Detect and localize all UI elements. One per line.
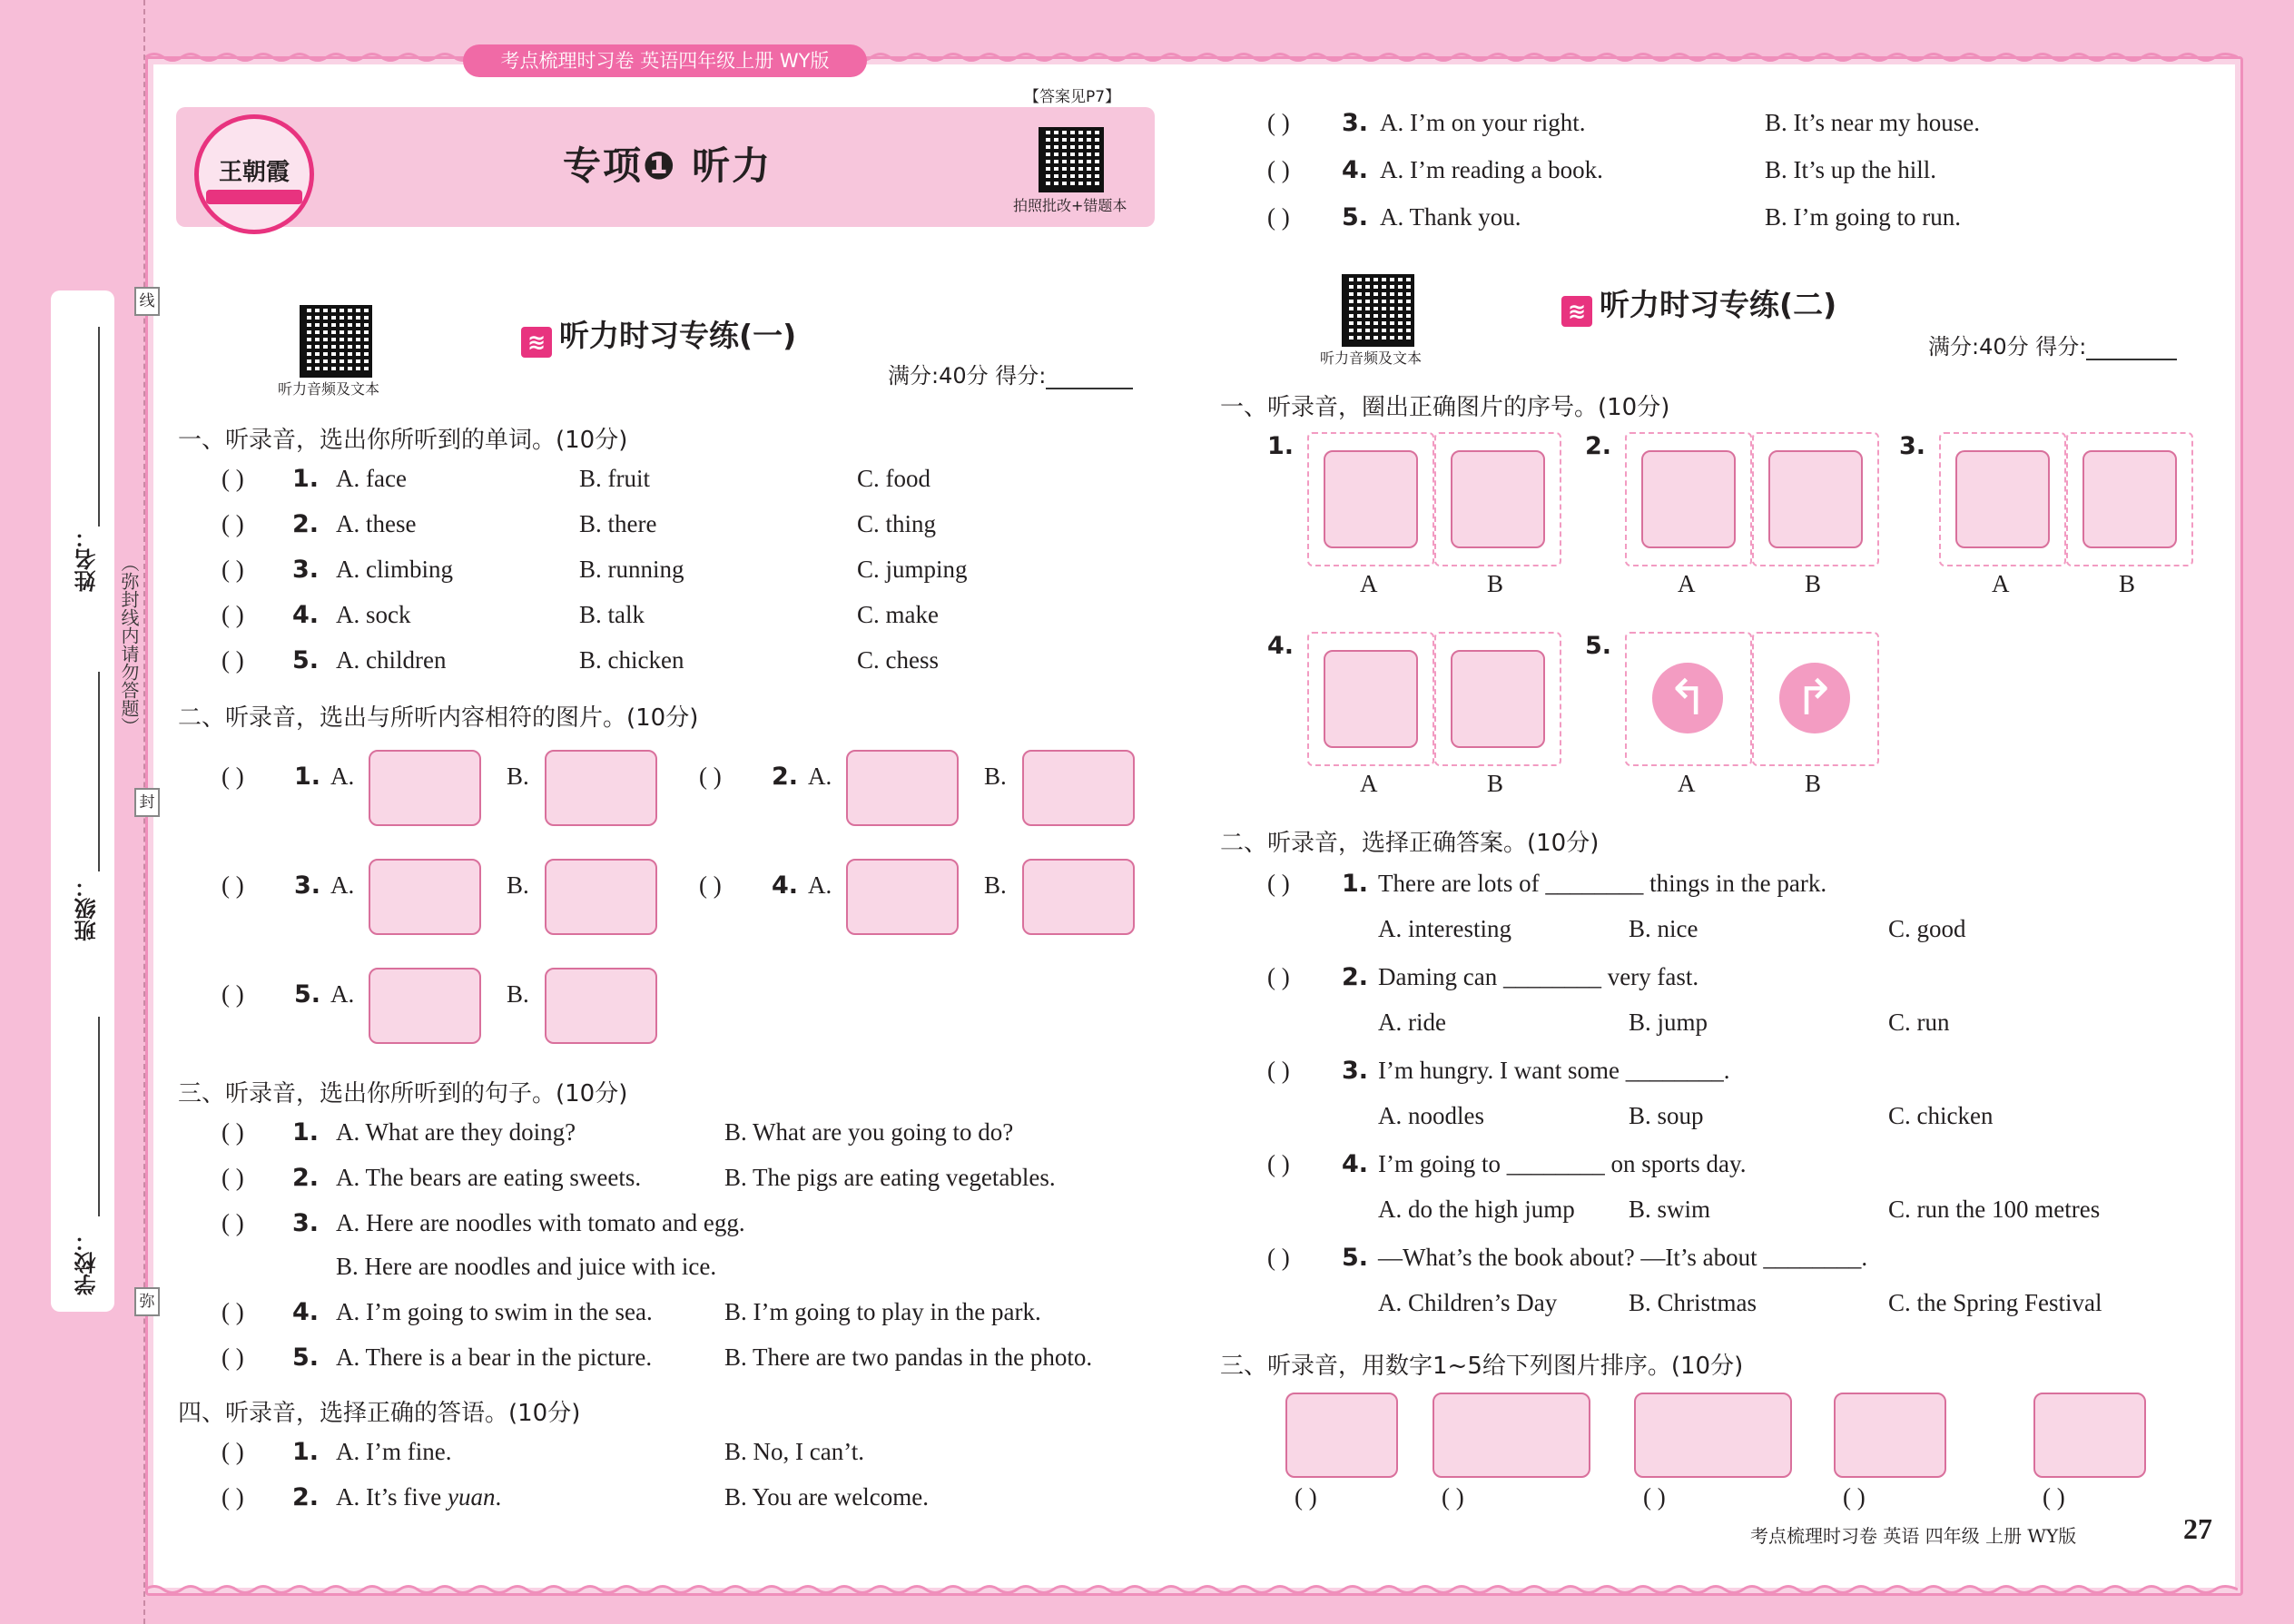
illustration [1955, 450, 2050, 548]
option-a[interactable]: A. I’m going to swim in the sea. [336, 1298, 653, 1325]
option-a[interactable]: A. ride [1378, 1009, 1446, 1036]
question-number: 3. [1342, 1057, 1369, 1085]
question-stem: There are lots of ________ things in the park. [1378, 870, 1827, 897]
option-c[interactable]: C. the Spring Festival [1888, 1289, 2102, 1316]
label-a: A [1678, 770, 1696, 797]
option-b[interactable]: B. jump [1629, 1009, 1708, 1036]
answer-blank[interactable]: ( ) [1267, 203, 1290, 231]
ordering-picture[interactable] [1834, 1393, 1946, 1478]
question-number: 4. [1342, 156, 1369, 184]
option-c[interactable]: C. run the 100 metres [1888, 1196, 2101, 1223]
option-b[interactable]: B. Christmas [1629, 1289, 1757, 1316]
audio-qr-code-icon-2[interactable] [1342, 274, 1414, 347]
illustration [1324, 450, 1418, 548]
option-b-picture[interactable] [545, 750, 657, 826]
question-number: 2. [292, 1483, 320, 1511]
option-b-label: B. [984, 871, 1007, 899]
picture-option-a[interactable] [1625, 632, 1752, 766]
ordering-picture[interactable] [1634, 1393, 1792, 1478]
ordering-picture[interactable] [1285, 1393, 1398, 1478]
question-number: 5. [292, 1343, 320, 1372]
ordering-picture[interactable] [1433, 1393, 1590, 1478]
option-c[interactable]: C. jumping [857, 556, 968, 583]
school-field[interactable] [98, 1017, 100, 1216]
option-b-label: B. [507, 980, 529, 1008]
audio-qr-caption: 听力音频及文本 [278, 380, 380, 398]
option-c[interactable]: C. chess [857, 646, 939, 674]
option-a-end: . [495, 1483, 502, 1511]
option-b[interactable]: B. fruit [579, 465, 650, 492]
seal-note: （弥封线内请勿答题） [118, 554, 140, 735]
option-a[interactable]: A. What are they doing? [336, 1118, 576, 1146]
answer-blank[interactable]: ( ) [1267, 870, 1290, 897]
question-number: 2. [292, 510, 320, 538]
option-a-italic: yuan [447, 1483, 496, 1511]
option-a-picture[interactable] [846, 859, 959, 935]
order-number-blank[interactable]: ( ) [1295, 1483, 1317, 1511]
question-stem: —What’s the book about? —It’s about ________. [1378, 1244, 1868, 1271]
score-blank[interactable] [2086, 359, 2177, 360]
option-b[interactable]: B. soup [1629, 1102, 1704, 1129]
answer-blank[interactable]: ( ) [222, 646, 244, 674]
answer-note: 【答案见P7】 [1024, 88, 1121, 106]
option-a[interactable]: A. I’m reading a book. [1380, 156, 1603, 183]
school-label: 学校： [74, 1230, 100, 1295]
option-b[interactable]: B. chicken [579, 646, 684, 674]
option-a[interactable]: A. face [336, 465, 407, 492]
seal-tag-mi: 弥 [134, 1287, 160, 1316]
page-number: 27 [2183, 1512, 2212, 1545]
name-field[interactable] [98, 327, 100, 527]
answer-blank[interactable]: ( ) [699, 763, 722, 790]
option-b[interactable]: B. There are two pandas in the photo. [724, 1343, 1093, 1371]
answer-blank[interactable]: ( ) [222, 871, 244, 899]
score-line-1: 满分:40分 得分: [888, 358, 1133, 389]
question-number: 1. [294, 763, 321, 791]
option-a-label: A. [330, 871, 355, 899]
picture-question-number: 3. [1899, 432, 1926, 460]
option-c[interactable]: C. chicken [1888, 1102, 1994, 1129]
part2-heading: 二、听录音，选出与所听内容相符的图片。(10分) [178, 704, 699, 732]
option-a[interactable]: A. noodles [1378, 1102, 1484, 1129]
option-a[interactable]: A. The bears are eating sweets. [336, 1164, 642, 1191]
page-title: 专项❶ 听力 [563, 143, 773, 188]
answer-blank[interactable]: ( ) [222, 1118, 244, 1146]
option-b[interactable]: B. swim [1629, 1196, 1711, 1223]
option-a[interactable]: A. interesting [1378, 915, 1511, 942]
option-c[interactable]: C. run [1888, 1009, 1950, 1036]
answer-blank[interactable]: ( ) [222, 465, 244, 492]
option-a[interactable] [336, 1438, 451, 1466]
question-number: 5. [1342, 1244, 1369, 1272]
option-b[interactable]: B. running [579, 556, 684, 583]
question-stem: Daming can ________ very fast. [1378, 963, 1699, 990]
option-b[interactable]: B. I’m going to play in the park. [724, 1298, 1041, 1325]
label-b: B [1487, 770, 1504, 797]
option-b[interactable]: B. No, I can’t. [724, 1438, 864, 1465]
class-label: 班级： [74, 876, 100, 941]
answer-blank[interactable]: ( ) [222, 1343, 244, 1371]
score-line-2: 满分:40分 得分: [1928, 329, 2177, 360]
ordering-picture[interactable] [2033, 1393, 2146, 1478]
option-b-label: B. [984, 763, 1007, 790]
option-a-label: A. [808, 763, 832, 790]
option-b[interactable]: B. The pigs are eating vegetables. [724, 1164, 1056, 1191]
turn-right-arrow-icon: ↱ [1779, 663, 1850, 733]
picture-option-b[interactable] [1752, 632, 1879, 766]
option-b[interactable]: B. It’s up the hill. [1765, 156, 1936, 183]
option-b-label: B. [507, 871, 529, 899]
illustration [1451, 450, 1545, 548]
option-a[interactable]: A. these [336, 510, 417, 537]
answer-blank[interactable]: ( ) [1267, 963, 1290, 990]
order-number-blank[interactable]: ( ) [1843, 1483, 1866, 1511]
answer-blank[interactable]: ( ) [222, 601, 244, 628]
answer-blank[interactable]: ( ) [699, 871, 722, 899]
picture-question-number: 2. [1585, 432, 1612, 460]
picture-question-number: 4. [1267, 632, 1295, 660]
question-number: 3. [292, 556, 320, 584]
answer-blank[interactable]: ( ) [1267, 1244, 1290, 1271]
question-number: 5. [1342, 203, 1369, 231]
part4-heading: 四、听录音，选择正确的答语。(10分) [178, 1400, 581, 1427]
option-b[interactable]: B. there [579, 510, 657, 537]
label-a: A [1360, 770, 1378, 797]
answer-blank[interactable]: ( ) [222, 980, 244, 1008]
option-c[interactable]: C. thing [857, 510, 937, 537]
question-number: 1. [292, 465, 320, 493]
question-number: 2. [1342, 963, 1369, 991]
option-b-picture[interactable] [1022, 750, 1135, 826]
label-b: B [1487, 570, 1504, 597]
option-a-text: A. I’m fine. [336, 1438, 452, 1465]
option-b-picture[interactable] [1022, 859, 1135, 935]
brand-logo [194, 114, 314, 234]
section-title-2: ≋ 听力时习专练(二) [1561, 281, 1836, 327]
question-number: 4. [292, 1298, 320, 1326]
question-number: 5. [294, 980, 321, 1009]
label-b: B [1805, 570, 1822, 597]
answer-blank[interactable]: ( ) [1267, 1057, 1290, 1084]
footer-text: 考点梳理时习卷 英语 四年级 上册 WY版 [1750, 1525, 2077, 1547]
illustration [1768, 450, 1863, 548]
option-a[interactable]: A. Here are noodles with tomato and egg. [336, 1209, 745, 1236]
option-c[interactable]: C. good [1888, 915, 1966, 942]
illustration [1641, 450, 1736, 548]
seal-tag-line: 线 [134, 287, 160, 316]
question-number: 1. [1342, 870, 1369, 898]
picture-option-a[interactable] [1625, 432, 1752, 566]
option-b[interactable]: B. You are welcome. [724, 1483, 929, 1511]
order-number-blank[interactable]: ( ) [1442, 1483, 1464, 1511]
question-number: 2. [292, 1164, 320, 1192]
label-b: B [1805, 770, 1822, 797]
score-blank[interactable] [1046, 388, 1133, 389]
option-b[interactable]: B. What are you going to do? [724, 1118, 1014, 1146]
illustration [1451, 650, 1545, 748]
student-info-panel [51, 290, 114, 1312]
question-number: 3. [292, 1209, 320, 1237]
answer-blank[interactable]: ( ) [222, 1164, 244, 1191]
option-a[interactable] [336, 1483, 501, 1511]
series-banner: 考点梳理时习卷 英语四年级上册 WY版 [463, 44, 867, 77]
picture-option-a[interactable] [1307, 432, 1434, 566]
question-number: 4. [772, 871, 799, 900]
picture-question-number: 1. [1267, 432, 1295, 460]
option-a[interactable]: A. There is a bear in the picture. [336, 1343, 653, 1371]
label-a: A [1360, 570, 1378, 597]
turn-left-arrow-icon: ↰ [1652, 663, 1723, 733]
picture-option-a[interactable] [1939, 432, 2066, 566]
illustration [2082, 450, 2177, 548]
option-a[interactable]: A. Thank you. [1380, 203, 1521, 231]
part3-heading: 三、听录音，选出你所听到的句子。(10分) [178, 1080, 628, 1107]
option-b-picture[interactable] [545, 859, 657, 935]
option-a-picture[interactable] [369, 859, 481, 935]
option-a-text: A. It’s five [336, 1483, 448, 1511]
option-c[interactable]: C. make [857, 601, 939, 628]
picture-option-b[interactable] [1752, 432, 1879, 566]
answer-blank[interactable]: ( ) [222, 763, 244, 790]
brand-logo-text: 王朝霞 [218, 159, 290, 186]
r-part2-heading: 二、听录音，选择正确答案。(10分) [1220, 830, 1600, 857]
option-b[interactable]: B. nice [1629, 915, 1698, 942]
answer-blank[interactable]: ( ) [222, 510, 244, 537]
answer-blank[interactable]: ( ) [222, 1298, 244, 1325]
option-a[interactable]: A. do the high jump [1378, 1196, 1575, 1223]
bottom-wave-border [145, 1583, 2238, 1596]
question-number: 3. [294, 871, 321, 900]
picture-question-number: 5. [1585, 632, 1612, 660]
answer-blank[interactable]: ( ) [1267, 156, 1290, 183]
wave-icon: ≋ [521, 327, 552, 358]
label-a: A [1992, 570, 2010, 597]
picture-option-b[interactable] [1434, 632, 1561, 766]
picture-option-a[interactable] [1307, 632, 1434, 766]
question-number: 4. [292, 601, 320, 629]
option-b[interactable]: B. I’m going to run. [1765, 203, 1961, 231]
option-a-label: A. [330, 980, 355, 1008]
seal-tag-seal: 封 [134, 788, 160, 817]
option-a-picture[interactable] [846, 750, 959, 826]
class-field[interactable] [98, 672, 100, 871]
option-b[interactable]: B. It’s near my house. [1765, 109, 1980, 136]
option-b-label: B. [507, 763, 529, 790]
option-a-label: A. [808, 871, 832, 899]
option-a[interactable]: A. sock [336, 601, 411, 628]
section-title-1: ≋ 听力时习专练(一) [521, 312, 796, 358]
part1-heading: 一、听录音，选出你所听到的单词。(10分) [178, 427, 628, 454]
illustration [1324, 650, 1418, 748]
question-stem: I’m hungry. I want some ________. [1378, 1057, 1730, 1084]
r-part1-heading: 一、听录音，圈出正确图片的序号。(10分) [1220, 394, 1670, 421]
picture-option-b[interactable] [1434, 432, 1561, 566]
answer-blank[interactable]: ( ) [1267, 1150, 1290, 1177]
question-number: 2. [772, 763, 799, 791]
option-a[interactable]: A. Children’s Day [1378, 1289, 1558, 1316]
option-a-picture[interactable] [369, 968, 481, 1044]
question-number: 3. [1342, 109, 1369, 137]
label-a: A [1678, 570, 1696, 597]
option-a[interactable]: A. I’m on your right. [1380, 109, 1586, 136]
question-number: 1. [292, 1118, 320, 1147]
question-number: 1. [292, 1438, 320, 1466]
option-a-picture[interactable] [369, 750, 481, 826]
option-a[interactable]: A. children [336, 646, 447, 674]
audio-qr-code-icon[interactable] [300, 305, 372, 378]
top-wave-border [145, 51, 2238, 64]
answer-blank[interactable]: ( ) [222, 1209, 244, 1236]
question-stem: I’m going to ________ on sports day. [1378, 1150, 1747, 1177]
name-label: 姓名： [74, 527, 100, 592]
option-c[interactable]: C. food [857, 465, 930, 492]
option-b[interactable]: B. talk [579, 601, 645, 628]
r-part3-heading: 三、听录音，用数字1~5给下列图片排序。(10分) [1220, 1353, 1744, 1380]
answer-blank[interactable]: ( ) [222, 1483, 244, 1511]
option-a-label: A. [330, 763, 355, 790]
qr-caption-top: 拍照批改+错题本 [1013, 197, 1127, 214]
wave-icon: ≋ [1561, 296, 1592, 327]
answer-blank[interactable]: ( ) [222, 556, 244, 583]
picture-option-b[interactable] [2066, 432, 2193, 566]
question-number: 5. [292, 646, 320, 674]
label-b: B [2119, 570, 2136, 597]
option-a[interactable]: A. climbing [336, 556, 453, 583]
order-number-blank[interactable]: ( ) [2043, 1483, 2065, 1511]
order-number-blank[interactable]: ( ) [1643, 1483, 1666, 1511]
audio-qr-caption-2: 听力音频及文本 [1320, 349, 1423, 367]
option-b[interactable]: B. Here are noodles and juice with ice. [336, 1253, 717, 1280]
answer-blank[interactable]: ( ) [1267, 109, 1290, 136]
option-b-picture[interactable] [545, 968, 657, 1044]
question-number: 4. [1342, 1150, 1369, 1178]
qr-code-icon[interactable] [1039, 127, 1104, 192]
answer-blank[interactable]: ( ) [222, 1438, 244, 1465]
